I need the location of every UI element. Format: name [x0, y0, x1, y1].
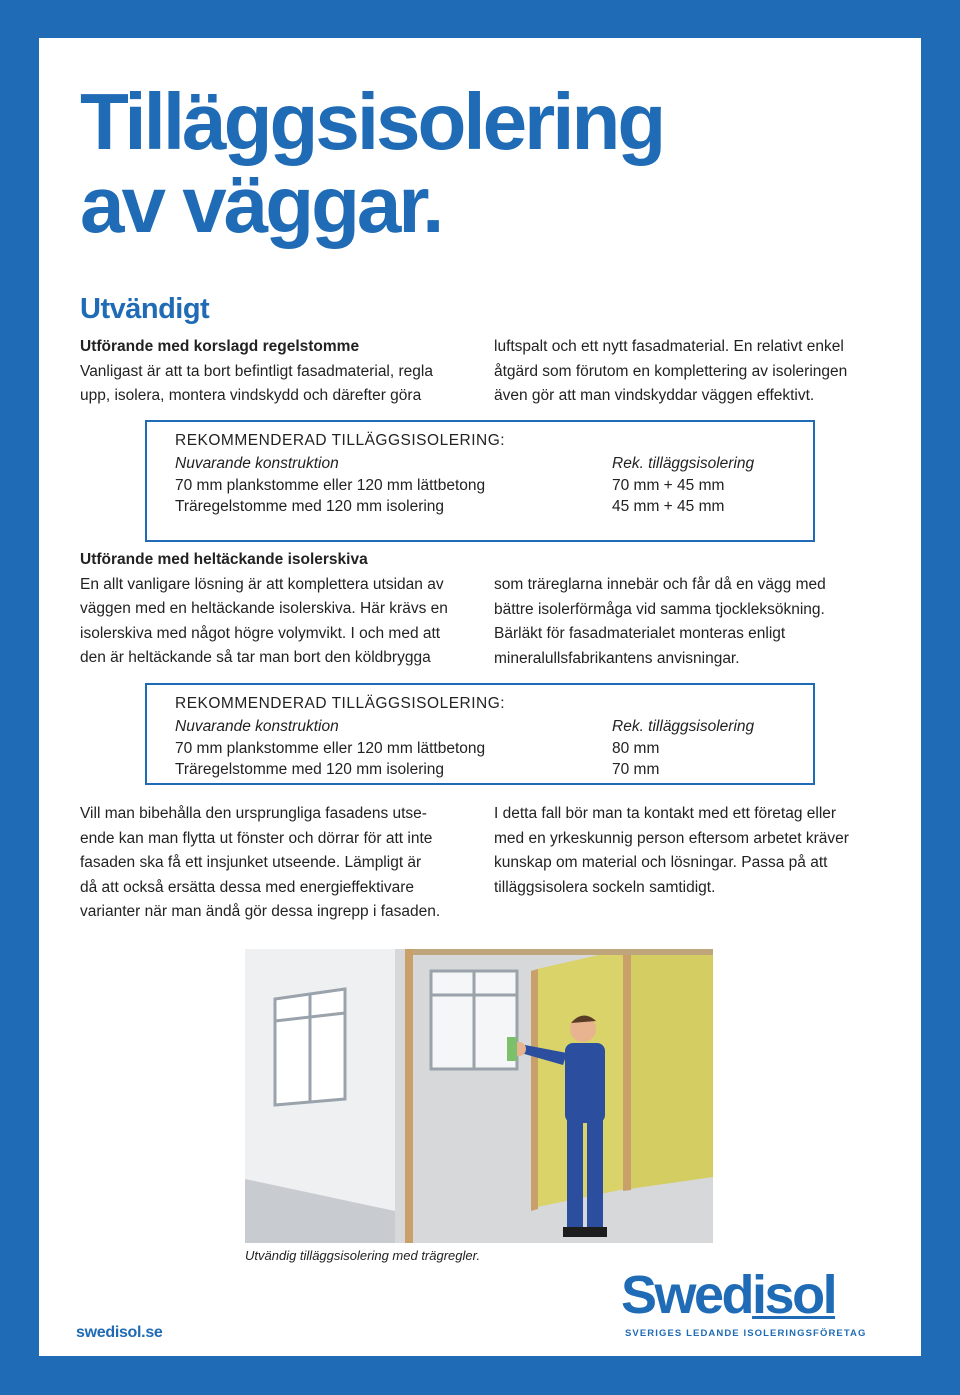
- section2-left-line: En allt vanligare lösning är att komplettera utsidan av: [80, 575, 444, 593]
- section1-left-line: Vanligast är att ta bort befintligt fasadmaterial, regla: [80, 362, 433, 380]
- recommendation-heading: REKOMMENDERAD TILLÄGGSISOLERING:: [175, 432, 506, 449]
- section2-left-line: väggen med en heltäckande isolerskiva. Här krävs en: [80, 600, 448, 617]
- recommended-insulation-header: Rek. tilläggsisolering: [612, 455, 755, 472]
- section2-right-line: bättre isolerförmåga vid samma tjockleksökning.: [494, 600, 825, 618]
- section-subtitle: Utvändigt: [80, 293, 210, 325]
- recommended-insulation-column: [612, 453, 754, 518]
- section1-right-column: [494, 335, 914, 409]
- section2-left-line: isolerskiva med något högre volymvikt. I och med att: [80, 624, 441, 642]
- current-construction-header: Nuvarande konstruktion: [175, 718, 339, 735]
- section2-right-line: Bärläkt för fasadmaterialet monteras enligt: [494, 625, 786, 642]
- logo-tagline: SVERIGES LEDANDE ISOLERINGSFÖRETAG: [625, 1328, 867, 1339]
- section3-left-line: fasaden ska få ett insjunket utseende. Lämpligt är: [80, 854, 422, 871]
- section1-left-column: [80, 335, 480, 409]
- current-construction-column: [175, 716, 485, 781]
- current-construction-value: 70 mm plankstomme eller 120 mm lättbetong: [175, 476, 486, 494]
- swedisol-logo: [621, 1265, 891, 1346]
- worker-insulating-wall-illustration: [245, 949, 713, 1243]
- recommended-insulation-header: Rek. tilläggsisolering: [612, 718, 755, 735]
- section1-heading: Utförande med korslagd regelstomme: [80, 338, 360, 355]
- section3-right-line: med en yrkeskunnig person eftersom arbetet kräver: [494, 829, 849, 847]
- page-title: [80, 77, 664, 249]
- section2-left-column: [80, 548, 490, 671]
- section2-heading: Utförande med heltäckande isolerskiva: [80, 551, 368, 568]
- recommended-insulation-value: 70 mm + 45 mm: [612, 476, 725, 494]
- section2-right-line: mineralullsfabrikantens anvisningar.: [494, 649, 740, 667]
- recommendation-box-2: [145, 683, 815, 785]
- logo-wordmark: [621, 1264, 835, 1326]
- section1-right-line: åtgärd som förutom en komplettering av isoleringen: [494, 362, 848, 380]
- section3-left-line: Vill man bibehålla den ursprungliga fasadens utse-: [80, 805, 427, 822]
- current-construction-value: 70 mm plankstomme eller 120 mm lättbetong: [175, 739, 486, 757]
- recommended-insulation-column: [612, 716, 754, 781]
- illustration-caption: Utvändig tilläggsisolering med trägregler.: [245, 1248, 481, 1263]
- recommendation-heading: REKOMMENDERAD TILLÄGGSISOLERING:: [175, 695, 506, 712]
- section2-left-line: den är heltäckande så tar man bort den köldbrygga: [80, 649, 431, 666]
- recommended-insulation-value: 45 mm + 45 mm: [612, 498, 725, 515]
- section1-right-line: luftspalt och ett nytt fasadmaterial. En relativt enkel: [494, 338, 844, 355]
- section1-right-line: även gör att man vindskyddar väggen effektivt.: [494, 387, 815, 404]
- insulation-illustration: [245, 949, 713, 1243]
- recommendation-box-1: [145, 420, 815, 542]
- current-construction-value: Träregelstomme med 120 mm isolering: [175, 498, 445, 515]
- title-line-1: Tilläggsisolering: [80, 77, 664, 166]
- section3-right-line: kunskap om material och lösningar. Passa på att: [494, 854, 828, 871]
- title-line-2: av väggar.: [80, 160, 442, 249]
- section2-right-column: [494, 573, 914, 671]
- section1-left-line: upp, isolera, montera vindskydd och därefter göra: [80, 387, 422, 404]
- section2-right-line: som träreglarna innebär och får då en vägg med: [494, 576, 826, 593]
- current-construction-column: [175, 453, 485, 518]
- recommended-insulation-value: 70 mm: [612, 761, 660, 778]
- section3-left-line: då att också ersätta dessa med energieffektivare: [80, 878, 415, 896]
- current-construction-value: Träregelstomme med 120 mm isolering: [175, 761, 445, 778]
- recommended-insulation-value: 80 mm: [612, 739, 660, 757]
- section3-right-column: [494, 802, 914, 900]
- wooden-stud: [405, 949, 413, 1243]
- website-link[interactable]: swedisol.se: [76, 1324, 163, 1341]
- current-construction-header: Nuvarande konstruktion: [175, 455, 339, 472]
- insulation-panel: [629, 949, 713, 1189]
- section3-left-column: [80, 802, 490, 925]
- logo-wordmark-part2: isol: [752, 1265, 836, 1325]
- section3-left-line: ende kan man flytta ut fönster och dörrar för att inte: [80, 829, 433, 847]
- section3-left-line: varianter när man ändå gör dessa ingrepp i fasaden.: [80, 903, 441, 920]
- wooden-stud: [623, 949, 631, 1191]
- wooden-stud: [531, 969, 538, 1211]
- section3-right-line: I detta fall bör man ta kontakt med ett företag eller: [494, 805, 837, 822]
- section3-right-line: tilläggsisolera sockeln samtidigt.: [494, 878, 716, 896]
- poster-page: [39, 38, 921, 1356]
- logo-wordmark-part1: Swed: [621, 1265, 753, 1325]
